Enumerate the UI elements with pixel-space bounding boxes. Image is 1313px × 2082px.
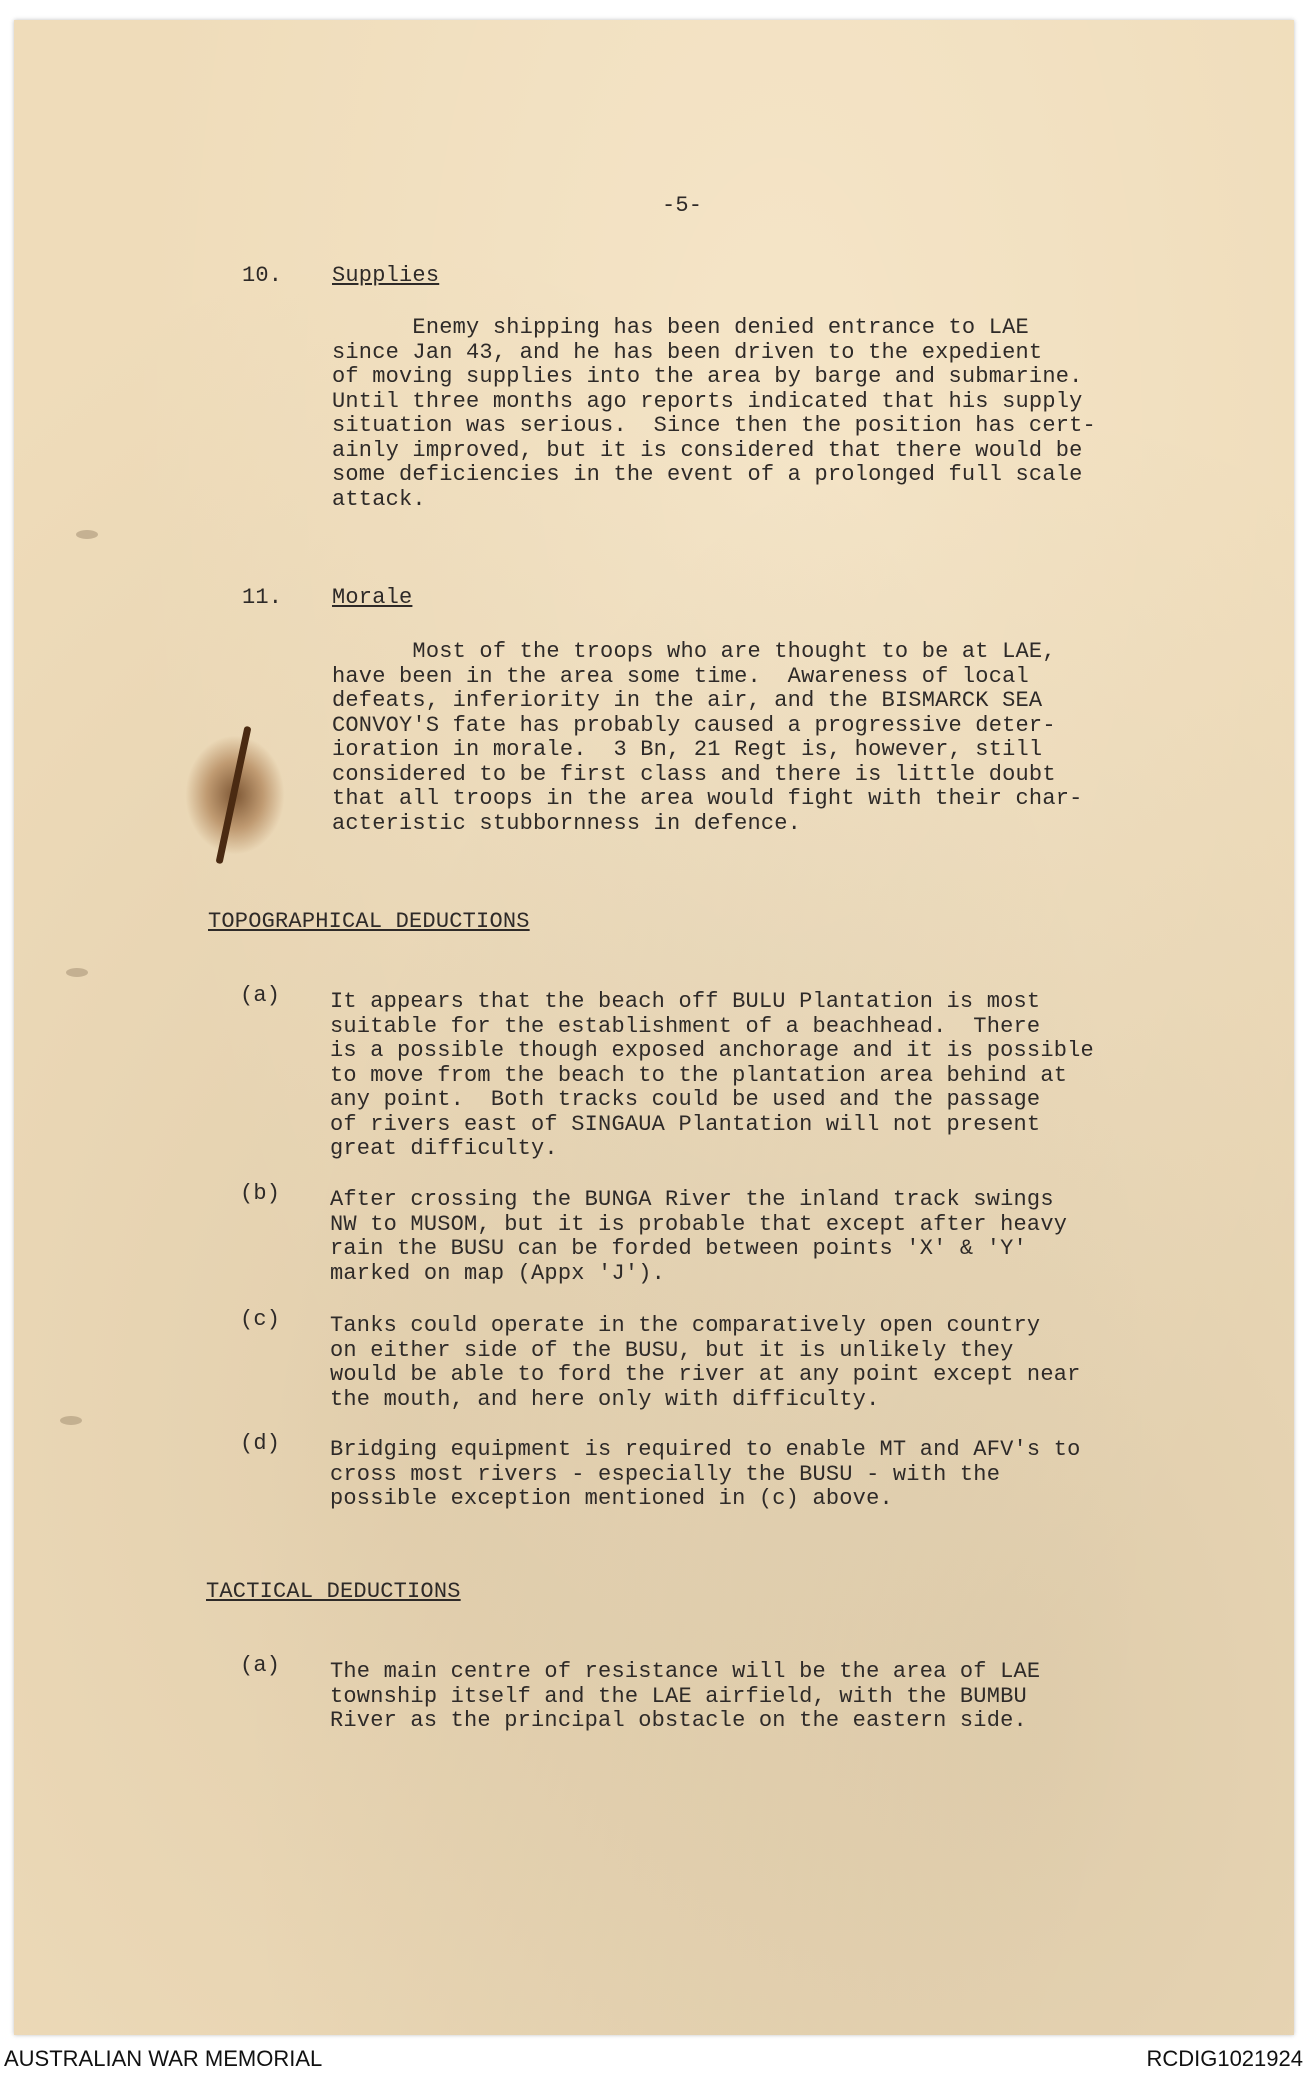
punch-hole	[76, 530, 98, 539]
topo-item-label-a: (a)	[240, 983, 281, 1008]
footer-record-id: RCDIG1021924	[1146, 2046, 1303, 2071]
tactical-item-label-a: (a)	[240, 1653, 281, 1678]
topo-item-label-d: (d)	[240, 1431, 281, 1456]
tactical-heading: TACTICAL DEDUCTIONS	[206, 1579, 461, 1604]
section-text-supplies: Enemy shipping has been denied entrance to LAE since Jan 43, and he has been driven to the expedient of moving supplies into the area by barge and submarine. Until three months ago reports indicated that his supply situation was serious. Since then the position has cert- ainly improved, but it is considered that there would be some deficiencies in the event of a prolonged full scale attack.	[332, 315, 1096, 512]
tactical-item-text-a: The main centre of resistance will be the area of LAE township itself and the LAE airfield, with the BUMBU River as the principal obstacle on the eastern side.	[330, 1659, 1041, 1733]
section-heading-supplies: Supplies	[332, 263, 440, 288]
section-number-10: 10.	[242, 263, 283, 288]
section-heading-morale: Morale	[332, 585, 413, 610]
topo-item-label-c: (c)	[240, 1307, 281, 1332]
topo-item-text-a: It appears that the beach off BULU Plantation is most suitable for the establishment of a beachhead. There is a possible though exposed anchorage and it is possible to move from the beach to the plantation area behind at any point. Both tracks could be used and the passage of rivers east of SINGAUA Plantation will not present great difficulty.	[330, 989, 1094, 1161]
topo-item-text-d: Bridging equipment is required to enable MT and AFV's to cross most rivers - especially the BUSU - with the possible exception mentioned in (c) above.	[330, 1437, 1081, 1511]
topo-item-text-c: Tanks could operate in the comparatively open country on either side of the BUSU, but it is unlikely they would be able to ford the river at any point except near the mouth, and here only with difficulty.	[330, 1313, 1081, 1412]
section-text-morale: Most of the troops who are thought to be at LAE, have been in the area some time. Awareness of local defeats, inferiority in the air, and the BISMARCK SEA CONVOY'S fate has probably caused a progressive deter- ioration in morale. 3 Bn, 21 Regt is, however, still considered to be first class and there is little doubt that all troops in the area would fight with their char- acteristic stubbornness in defence.	[332, 639, 1083, 836]
topographical-heading: TOPOGRAPHICAL DEDUCTIONS	[208, 909, 530, 934]
topo-item-text-b: After crossing the BUNGA River the inland track swings NW to MUSOM, but it is probable that except after heavy rain the BUSU can be forded between points 'X' & 'Y' marked on map (Appx 'J').	[330, 1187, 1068, 1286]
punch-hole	[66, 968, 88, 977]
topo-item-label-b: (b)	[240, 1181, 281, 1206]
section-number-11: 11.	[242, 585, 283, 610]
punch-hole	[60, 1416, 82, 1425]
footer-archive-name: AUSTRALIAN WAR MEMORIAL	[4, 2046, 323, 2071]
page-number: -5-	[662, 193, 703, 218]
